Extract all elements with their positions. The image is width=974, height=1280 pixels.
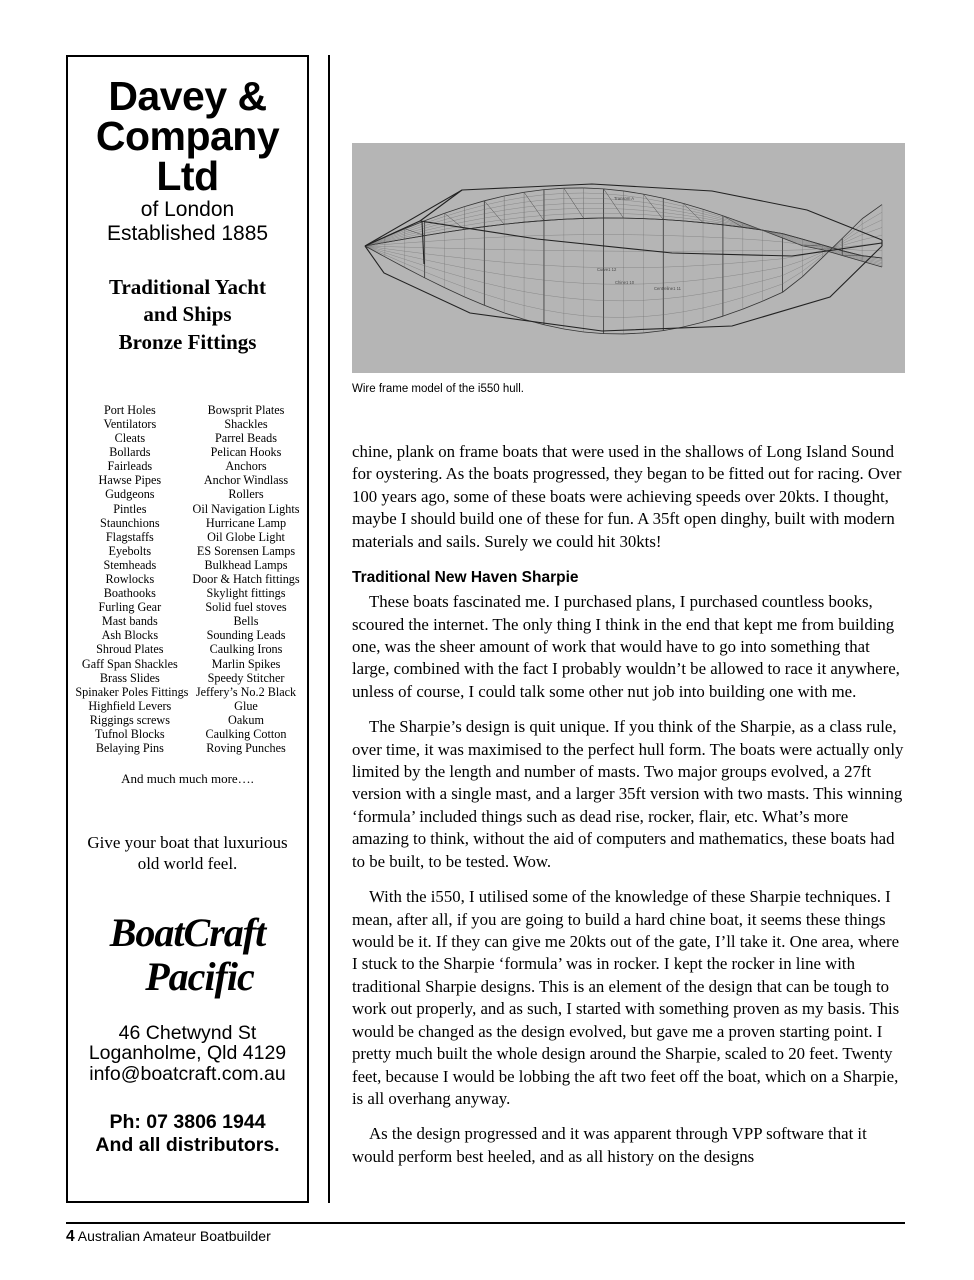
ad-product-item: ES Sorensen Lamps [196, 543, 296, 558]
ad-product-item: Jeffery’s No.2 Black [195, 684, 297, 699]
hull-wireframe-diagram [352, 143, 905, 373]
ad-tagline-line3: Bronze Fittings [118, 330, 257, 355]
ad-product-item: Marlin Spikes [211, 656, 281, 671]
ad-product-item: Hurricane Lamp [205, 515, 287, 530]
advertisement-content [68, 57, 307, 1158]
ad-product-item: Oakum [228, 712, 264, 727]
ad-slogan [76, 833, 299, 874]
ad-product-item: Shroud Plates [96, 642, 164, 657]
ad-product-column-left [75, 402, 189, 756]
ad-product-item: Pintles [113, 501, 147, 516]
ad-product-item: Stemheads [103, 557, 157, 572]
ad-product-item: Anchor Windlass [203, 473, 289, 488]
ad-product-item: Solid fuel stoves [205, 600, 287, 615]
ad-product-item: Hawse Pipes [98, 473, 162, 488]
ad-company-name [76, 73, 299, 199]
article-paragraph-5: As the design progressed and it was apparent through VPP software that it would perform best heeled, and as all history on the designs [352, 1124, 867, 1166]
ad-product-item: Pelican Hooks [210, 445, 282, 460]
ad-product-item: Oil Globe Light [207, 529, 285, 544]
ad-product-item: Belaying Pins [95, 741, 164, 756]
figure-caption: Wire frame model of the i550 hull. [352, 383, 524, 395]
ad-product-list [76, 403, 299, 755]
ad-brand-line1: BoatCraft [109, 909, 266, 955]
ad-product-item: Shackles [224, 416, 268, 431]
ad-established: Established 1885 [106, 222, 269, 246]
article-paragraph-4: With the i550, I utilised some of the knowledge of these Sharpie techniques. I mean, after all, if you are going to build a hard chine boat, it seems these things would be it. If they can give me 20kts out of the gate, I’ll take it. One area, where I stuck to the Sharpie ‘formula’ was in rocker. I kept the rocker in line with traditional Sharpie designs. This is an element of the design that can be tough to work out properly, and as such, I started with something proven as my basis. This would be changed as the design evolved, but gave me a proven starting point. I pretty much built the whole design around the Sharpie, scaled to 20 feet. Twenty feet, because I would be lobbing the aft two feet off the boat, which on a Sharpie, is all overhang anyway. [352, 887, 900, 1108]
ad-phone-block [76, 1111, 299, 1159]
article-column [352, 143, 905, 1168]
ad-slogan-line2: old world feel. [137, 853, 238, 873]
column-divider-rule [328, 55, 330, 1203]
ad-company-name-line2: Company [95, 112, 280, 159]
hull-wireframe-figure [352, 143, 905, 373]
ad-email[interactable]: info@boatcraft.com.au [89, 1063, 286, 1086]
ad-product-item: Door & Hatch fittings [192, 572, 300, 587]
ad-product-item: Parrel Beads [215, 431, 277, 446]
ad-product-item: Ash Blocks [101, 628, 159, 643]
ad-company-name-line3: Ltd [156, 152, 219, 199]
ad-address-street: 46 Chetwynd St [118, 1021, 257, 1044]
ad-product-item: Caulking Cotton [205, 727, 287, 742]
ad-more-text: And much much more…. [121, 771, 254, 787]
ad-product-item: Highfield Levers [88, 698, 172, 713]
advertisement-box [66, 55, 309, 1203]
footer-publication-name: Australian Amateur Boatbuilder [77, 1228, 271, 1244]
figure-label-curve: Curve1 12 [597, 267, 617, 272]
ad-product-item: Staunchions [100, 515, 160, 530]
ad-product-item: Caulking Irons [209, 642, 283, 657]
ad-product-column-right [192, 403, 299, 755]
article-subheading-1: Traditional New Haven Sharpie [352, 569, 579, 587]
ad-product-item: Skylight fittings [206, 586, 286, 601]
ad-product-item: Sounding Leads [206, 628, 286, 643]
ad-address-city: Loganholme, Qld 4129 [88, 1042, 287, 1065]
ad-phone-number: Ph: 07 3806 1944 [109, 1110, 266, 1133]
ad-product-item: Oil Navigation Lights [192, 501, 300, 516]
ad-product-item: Rowlocks [105, 572, 155, 587]
ad-product-item: Riggings screws [89, 712, 170, 727]
ad-product-item: Bollards [109, 445, 151, 460]
ad-tagline-line1: Traditional Yacht [109, 274, 266, 299]
ad-product-item: Port Holes [103, 402, 156, 417]
ad-product-item: Tufnol Blocks [95, 727, 165, 742]
ad-product-item: Bowsprit Plates [207, 402, 285, 417]
ad-address [76, 1023, 299, 1085]
ad-product-item: Anchors [225, 459, 267, 474]
figure-label-centreline: Centreline1 11 [654, 286, 681, 291]
page-footer [66, 1228, 271, 1246]
article-paragraph-1: chine, plank on frame boats that were used in the shallows of Long Island Sound for oystering. As the boats progressed, they began to be fitted out for racing. Over 100 years ago, some of these boats were achieving speeds over 20kts. I thought, maybe I should build one of these for fun. A 35ft open dinghy, built with modern materials and sails. Surely we could hit 30kts! [352, 442, 902, 551]
article-paragraph-3: The Sharpie’s design is quit unique. If you think of the Sharpie, as a class rule, over time, it was maximised to the perfect hull form. The boats were actually only limited by the length and number of masts. Two major groups evolved, a 27ft version with a single mast, and a larger 35ft version with two masts. This winning ‘formula’ included things such as dead rise, rocker, flair, etc. What’s more amazing to think, without the aid of computers and mathematics, these boats had to be built, to be tested. Wow. [352, 717, 904, 871]
ad-company-name-line1: Davey & [108, 73, 267, 119]
article-paragraph-2: These boats fascinated me. I purchased plans, I purchased countless books, scoured the internet. The only thing I think in the end that kept me from building one, was the sheer amount of work that would have to go into something that large, combined with the fact I probably wouldn’t be allowed to race it anywhere, unless of course, I could talk some other nut job into building one with me. [352, 592, 900, 701]
ad-product-item: Furling Gear [98, 600, 162, 615]
ad-tagline-line2: and Ships [143, 302, 232, 327]
ad-product-item: Boathooks [103, 586, 156, 601]
ad-product-item: Rollers [228, 487, 264, 502]
ad-product-item: Fairleads [107, 459, 153, 474]
ad-brand-line2: Pacific [145, 953, 254, 999]
ad-product-item: Ventilators [103, 416, 157, 431]
ad-product-item: Bells [233, 614, 259, 629]
ad-slogan-line1: Give your boat that luxurious [87, 833, 288, 853]
ad-product-item: Cleats [114, 431, 146, 446]
ad-product-item: Gaff Span Shackles [81, 656, 178, 671]
ad-product-item: Brass Slides [99, 670, 160, 685]
figure-label-transom: Transom A [614, 196, 635, 201]
ad-product-item: Roving Punches [206, 741, 286, 756]
ad-product-item: Glue [234, 698, 258, 713]
ad-product-item: Flagstaffs [105, 529, 154, 544]
footer-divider-rule [66, 1222, 905, 1224]
ad-location: of London [140, 198, 235, 222]
ad-distributors: And all distributors. [95, 1134, 280, 1157]
footer-page-number: 4 [66, 1228, 75, 1245]
ad-product-item: Mast bands [101, 614, 158, 629]
ad-product-item: Bulkhead Lamps [204, 557, 288, 572]
ad-product-item: Speedy Stitcher [207, 670, 285, 685]
figure-label-chine: Chine1 10 [615, 280, 635, 285]
ad-product-item: Spinaker Poles Fittings [75, 684, 189, 699]
ad-tagline [76, 274, 299, 357]
ad-product-item: Gudgeons [105, 487, 155, 502]
ad-product-item: Eyebolts [108, 543, 152, 558]
